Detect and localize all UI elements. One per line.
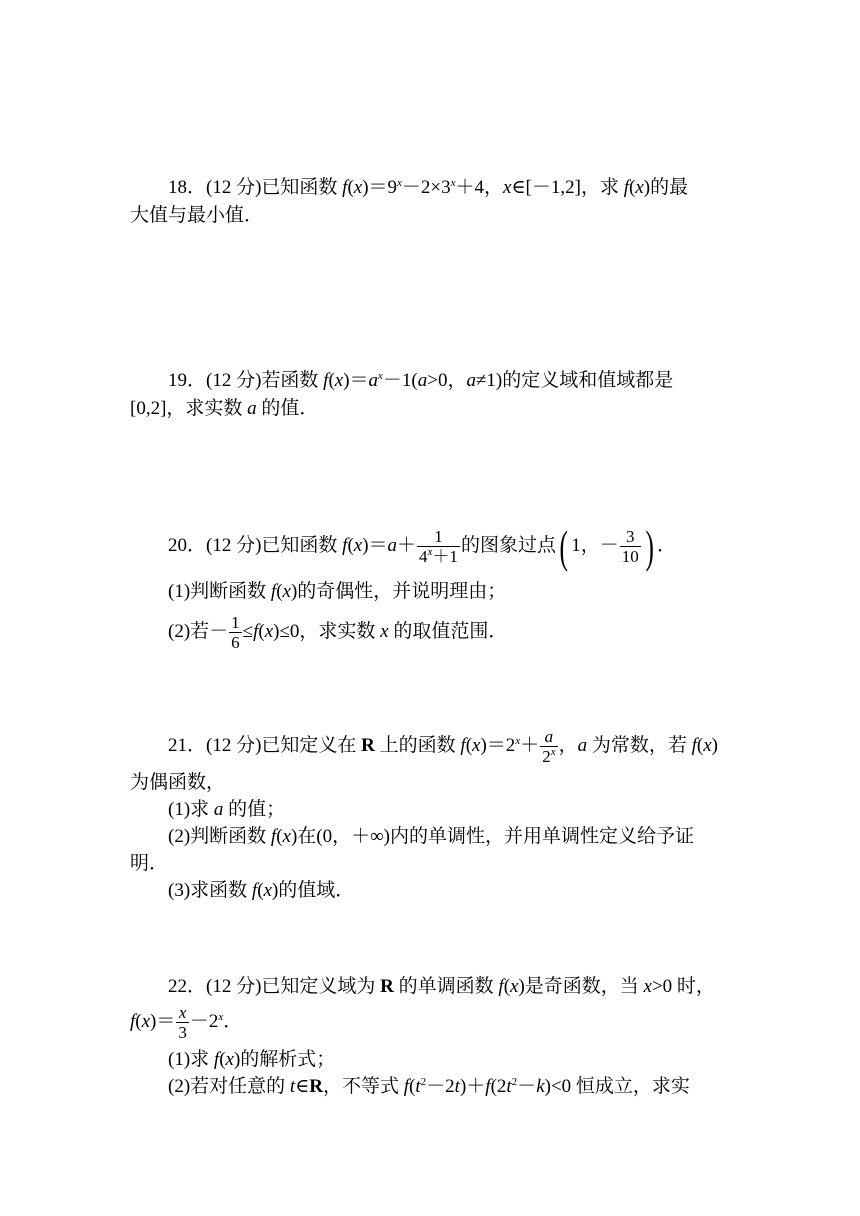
q20-line-3: (2)若－ $\frac{1}{6}$ ≤f(x)≤0，求实数 x 的取值范围． [168,613,508,653]
q22-line-1: 22．(12 分)已知定义域为 R 的单调函数 f(x)是奇函数，当 x>0 时， [168,976,715,997]
fraction-1-over-4x-plus-1: $\frac{1}{4^x+1}$ [419,527,458,567]
q18-line-2: 大值与最小值． [130,205,264,226]
q20-line-1: 20．(12 分)已知函数 f(x)＝a＋ $\frac{1}{4^x+1}$ 的图象过点( 1，－ $\frac{3}{10}$ ) ． [168,520,677,572]
q18-line-1: 18．(12 分)已知函数 $f(x)=9^x-2\times 3^x+4$，x∈[－1,2]，求 f(x)的最 [168,177,689,198]
q21-line-4: (2)判断函数 f(x)在(0，＋∞)内的单调性，并用单调性定义给予证 [168,826,694,847]
q21-line-5: 明． [130,853,169,874]
left-paren: ( [559,520,568,572]
fraction-1-over-6: $\frac{1}{6}$ [231,613,240,653]
right-paren: ) [645,520,654,572]
q21-line-6: (3)求函数 f(x)的值域． [168,880,355,901]
fraction-a-over-2x: $\frac{a}{2^x}$ [542,727,556,767]
fraction-3-over-10: $\frac{3}{10}$ [621,527,639,567]
q22-line-4: (2)若对任意的 t∈R，不等式 $f(t^2-2t)+f(2t^2-k)<0$ 恒成立，求实 [168,1076,690,1097]
q20-line-2: (1)判断函数 f(x)的奇偶性，并说明理由； [168,581,507,602]
q21-line-1: 21．(12 分)已知定义在 R 上的函数 $f(x)=2^x+$ $\frac{a}{2^x}$ ，a 为常数，若 f(x) [168,727,718,767]
q21-line-2: 为偶函数， [130,772,226,793]
q19-line-2: [0,2]，求实数 a 的值． [130,398,319,419]
fraction-x-over-3: $\frac{x}{3}$ [178,1003,187,1043]
q22-line-2: f(x)＝ $\frac{x}{3}$ $-2^x$． [130,1003,243,1043]
q21-line-3: (1)求 a 的值； [168,799,286,820]
q22-line-3: (1)求 f(x)的解析式； [168,1049,336,1070]
q19-line-1: 19．(12 分)若函数 $f(x)=a^x-1(a>0$，a≠1)的定义域和值域都是 [168,370,674,391]
